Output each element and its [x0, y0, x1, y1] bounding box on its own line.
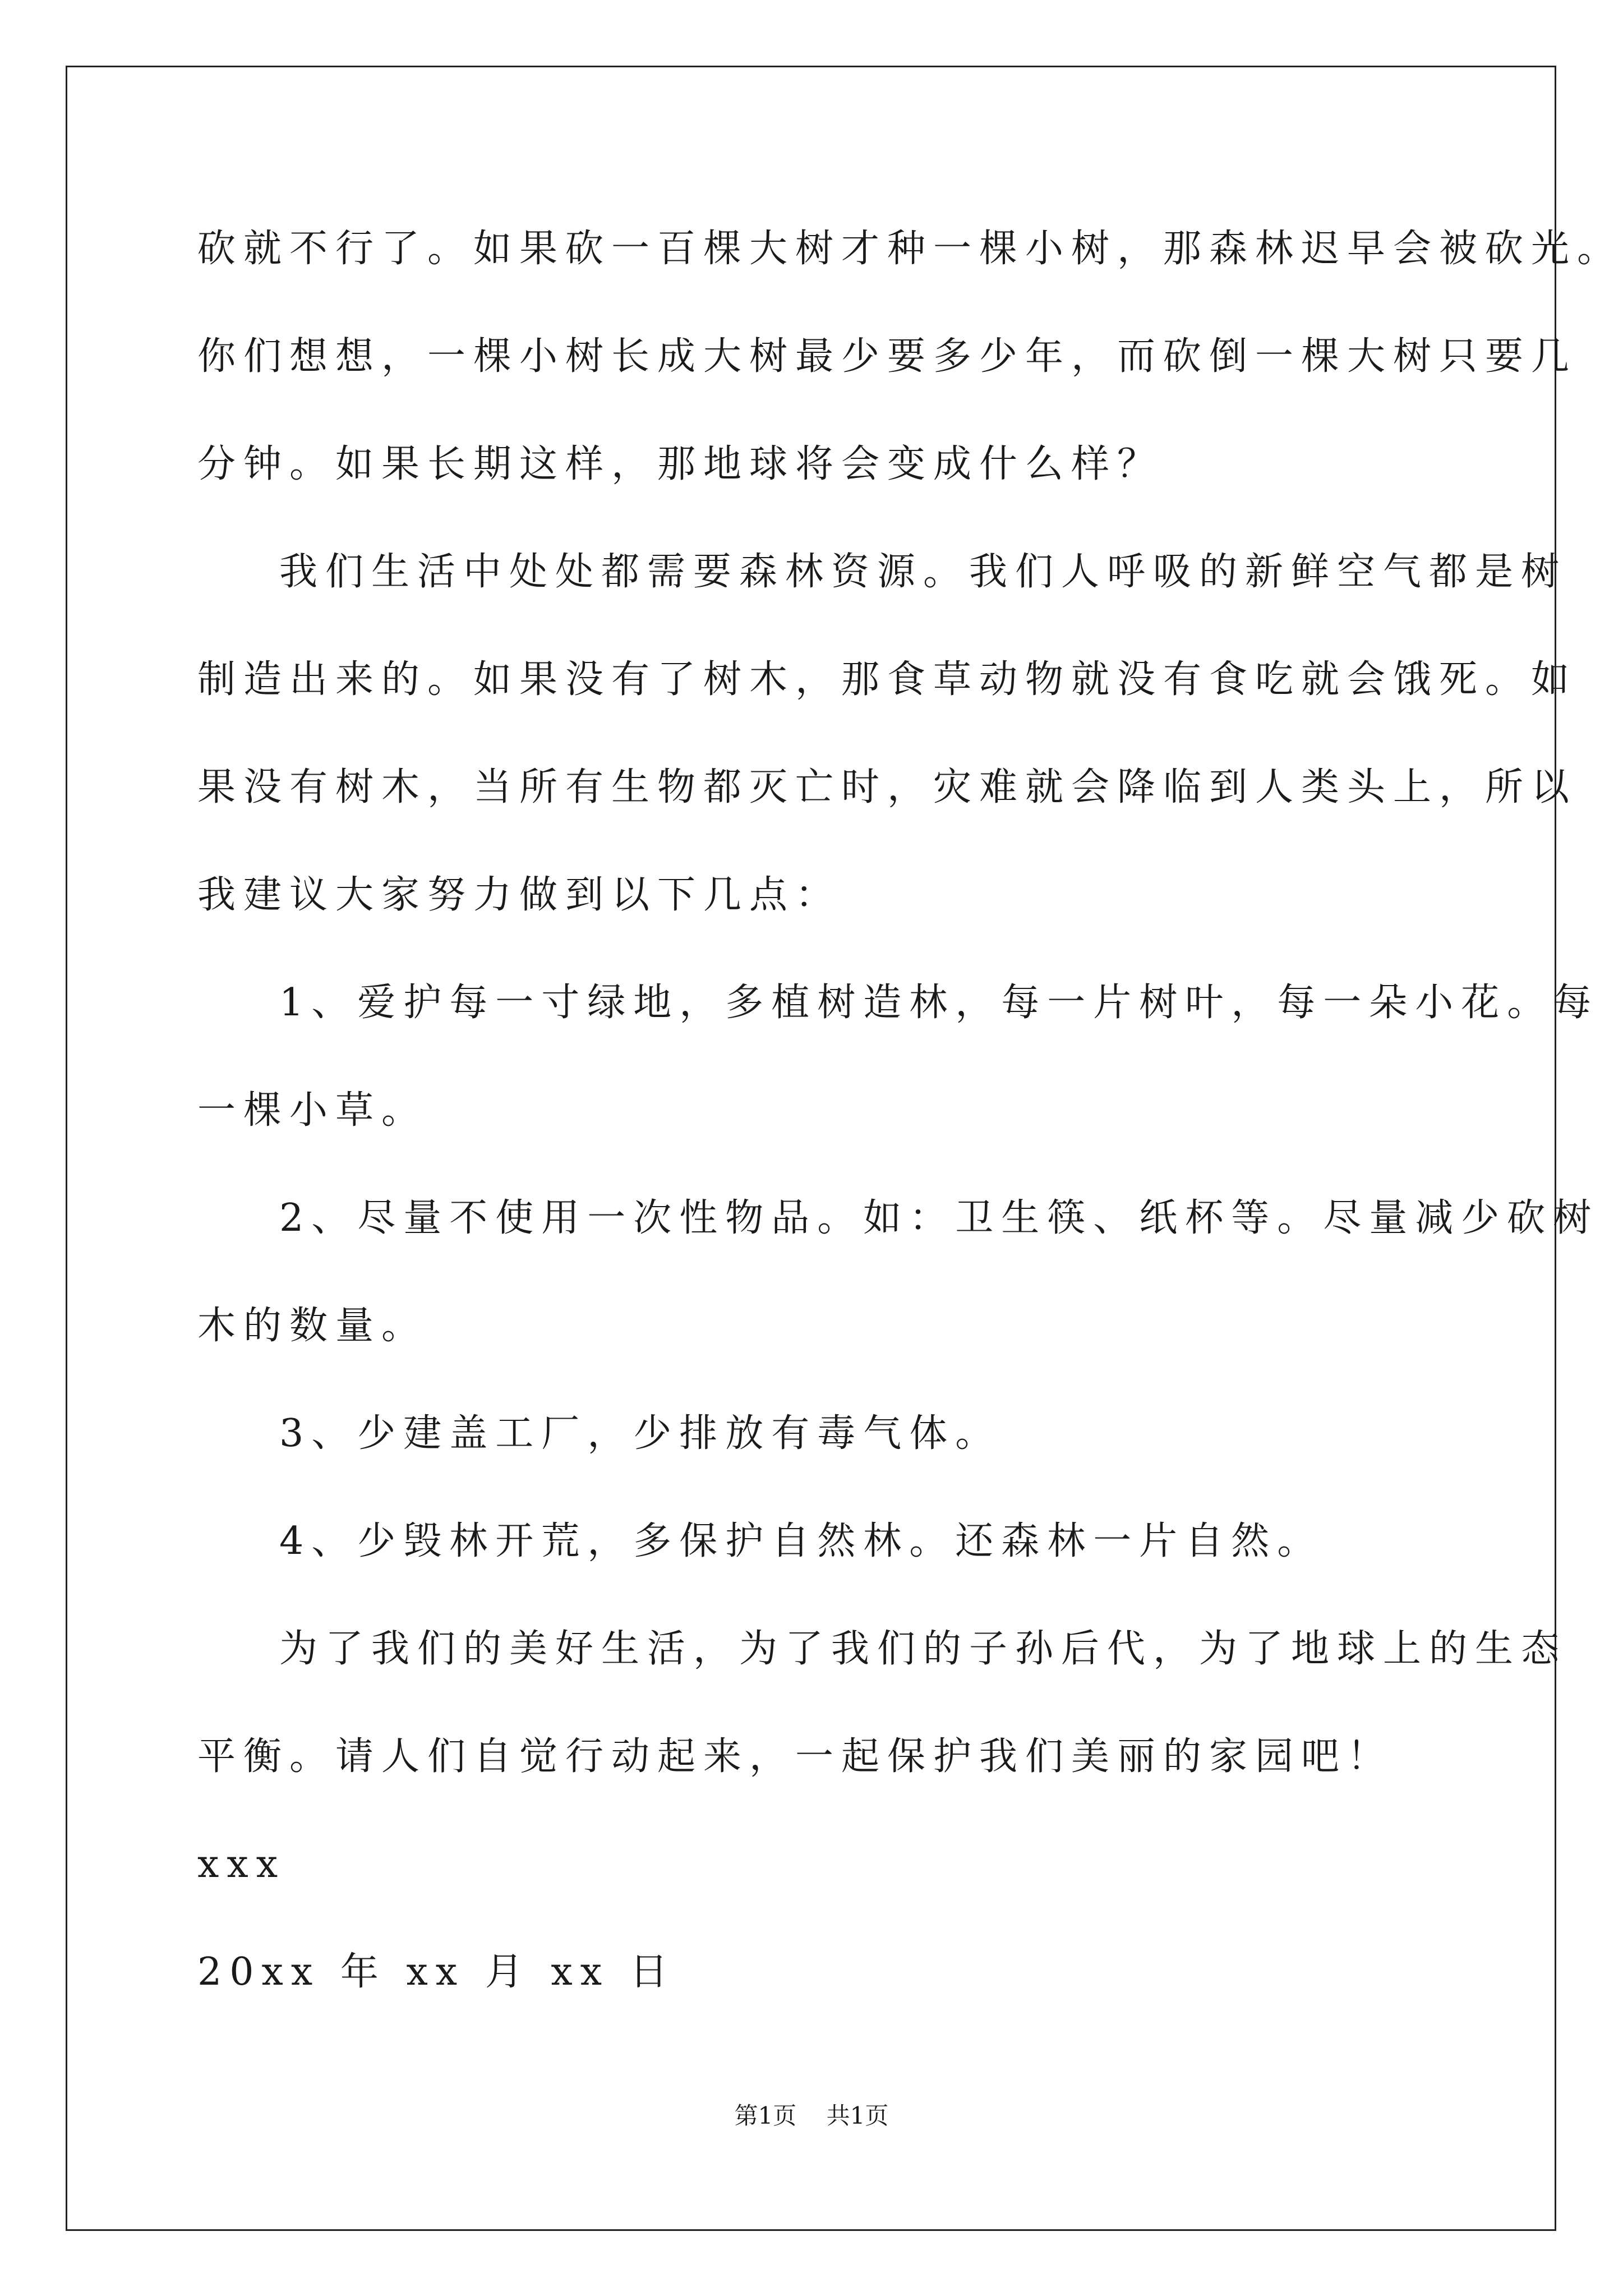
text-line: 一棵小草。 [197, 1088, 428, 1133]
signature: xxx [197, 1842, 286, 1887]
list-item-1: 1、爱护每一寸绿地，多植树造林，每一片树叶，每一朵小花。每 [279, 981, 1599, 1025]
list-item-3: 3、少建盖工厂，少排放有毒气体。 [279, 1411, 1002, 1456]
text-line: 你们想想，一棵小树长成大树最少要多少年，而砍倒一棵大树只要几 [197, 334, 1578, 379]
paragraph-start-line: 为了我们的美好生活，为了我们的子孙后代，为了地球上的生态 [279, 1627, 1567, 1671]
text-line: 制造出来的。如果没有了树木，那食草动物就没有食吃就会饿死。如 [197, 657, 1578, 702]
page-number: 第1页 [734, 2102, 797, 2129]
text-line: 木的数量。 [197, 1304, 428, 1348]
text-line: 平衡。请人们自觉行动起来，一起保护我们美丽的家园吧！ [197, 1734, 1394, 1779]
page-total: 共1页 [826, 2102, 889, 2129]
date-line: 20xx 年 xx 月 xx 日 [197, 1950, 676, 1994]
document-body [197, 218, 1623, 2049]
text-line: 砍就不行了。如果砍一百棵大树才种一棵小树，那森林迟早会被砍光。 [197, 227, 1623, 271]
list-item-2: 2、尽量不使用一次性物品。如：卫生筷、纸杯等。尽量减少砍树 [279, 1196, 1599, 1240]
text-line: 果没有树木，当所有生物都灭亡时，灾难就会降临到人类头上，所以 [197, 765, 1578, 809]
list-item-4: 4、少毁林开荒，多保护自然林。还森林一片自然。 [279, 1519, 1324, 1563]
paragraph-start-line: 我们生活中处处都需要森林资源。我们人呼吸的新鲜空气都是树 [279, 550, 1567, 594]
page-footer [0, 2099, 1623, 2133]
text-line: 分钟。如果长期这样，那地球将会变成什么样？ [197, 442, 1164, 486]
text-line: 我建议大家努力做到以下几点： [197, 873, 842, 917]
